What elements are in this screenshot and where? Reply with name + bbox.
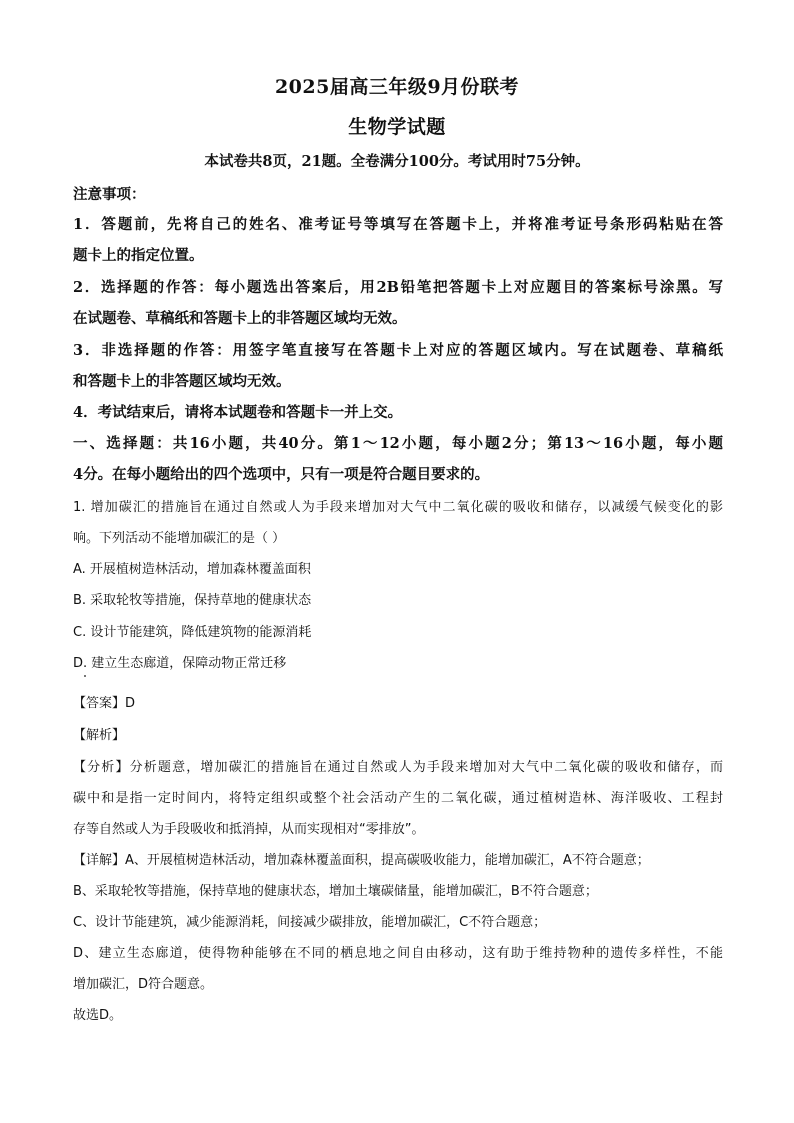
detail-line-5: 增加碳汇，D符合题意。 bbox=[73, 977, 214, 992]
question-1-option-c: C. 设计节能建筑，降低建筑物的能源消耗 bbox=[73, 625, 312, 640]
analysis-line-2: 碳中和是指一定时间内，将特定组织或整个社会活动产生的二氧化碳，通过植树造林、海洋吸收、工程封 bbox=[73, 791, 723, 806]
analysis-heading: 【解析】 bbox=[73, 728, 126, 743]
question-1-option-a: A. 开展植树造林活动，增加森林覆盖面积 bbox=[73, 562, 311, 577]
notice-item-1-line-1: 1．答题前，先将自己的姓名、准考证号等填写在答题卡上，并将准考证号条形码粘贴在答 bbox=[73, 216, 723, 233]
notice-item-4: 4．考试结束后，请将本试题卷和答题卡一并上交。 bbox=[73, 404, 403, 421]
question-1-answer: 【答案】D bbox=[73, 696, 136, 711]
exam-info: 本试卷共8页，21题。全卷满分100分。考试用时75分钟。 bbox=[204, 153, 590, 170]
subject-title: 生物学试题 bbox=[348, 116, 446, 138]
question-1-stem-line-1: 1. 增加碳汇的措施旨在通过自然或人为手段来增加对大气中二氧化碳的吸收和储存，以减缓气候变化的影 bbox=[73, 500, 723, 515]
question-1-option-d: D. 建立生态廊道，保障动物正常迁移 bbox=[73, 656, 287, 671]
exam-title: 2025届高三年级9月份联考 bbox=[274, 76, 520, 98]
notice-item-2-line-1: 2．选择题的作答：每小题选出答案后，用2B铅笔把答题卡上对应题目的答案标号涂黑。写 bbox=[73, 279, 723, 296]
stray-dot-mark bbox=[84, 675, 86, 677]
detail-line-3: C、设计节能建筑，减少能源消耗，间接减少碳排放，能增加碳汇，C不符合题意； bbox=[73, 915, 547, 930]
notice-heading: 注意事项： bbox=[73, 186, 146, 203]
question-1-option-b: B. 采取轮牧等措施，保持草地的健康状态 bbox=[73, 593, 312, 608]
notice-item-1-line-2: 题卡上的指定位置。 bbox=[73, 247, 204, 264]
section-1-heading-line-1: 一、选择题：共16小题，共40分。第1～12小题，每小题2分；第13～16小题，每小题 bbox=[73, 435, 723, 452]
question-1-stem-line-2: 响。下列活动不能增加碳汇的是（ ） bbox=[73, 531, 286, 546]
detail-line-1: 【详解】A、开展植树造林活动，增加森林覆盖面积，提高碳吸收能力，能增加碳汇，A不符合题意； bbox=[73, 853, 650, 868]
detail-line-2: B、采取轮牧等措施，保持草地的健康状态，增加土壤碳储量，能增加碳汇，B不符合题意； bbox=[73, 884, 598, 899]
detail-line-4: D、建立生态廊道，使得物种能够在不同的栖息地之间自由移动，这有助于维持物种的遗传多样性，不能 bbox=[73, 946, 723, 961]
notice-item-3-line-1: 3．非选择题的作答：用签字笔直接写在答题卡上对应的答题区域内。写在试题卷、草稿纸 bbox=[73, 342, 723, 359]
notice-item-2-line-2: 在试题卷、草稿纸和答题卡上的非答题区域均无效。 bbox=[73, 310, 407, 327]
analysis-line-3: 存等自然或人为手段吸收和抵消掉，从而实现相对“零排放”。 bbox=[73, 822, 425, 837]
section-1-heading-line-2: 4分。在每小题给出的四个选项中，只有一项是符合题目要求的。 bbox=[73, 466, 490, 483]
notice-item-3-line-2: 和答题卡上的非答题区域均无效。 bbox=[73, 373, 291, 390]
analysis-line-1: 【分析】分析题意，增加碳汇的措施旨在通过自然或人为手段来增加对大气中二氧化碳的吸收和储存，而 bbox=[73, 760, 723, 775]
conclusion: 故选D。 bbox=[73, 1008, 123, 1023]
